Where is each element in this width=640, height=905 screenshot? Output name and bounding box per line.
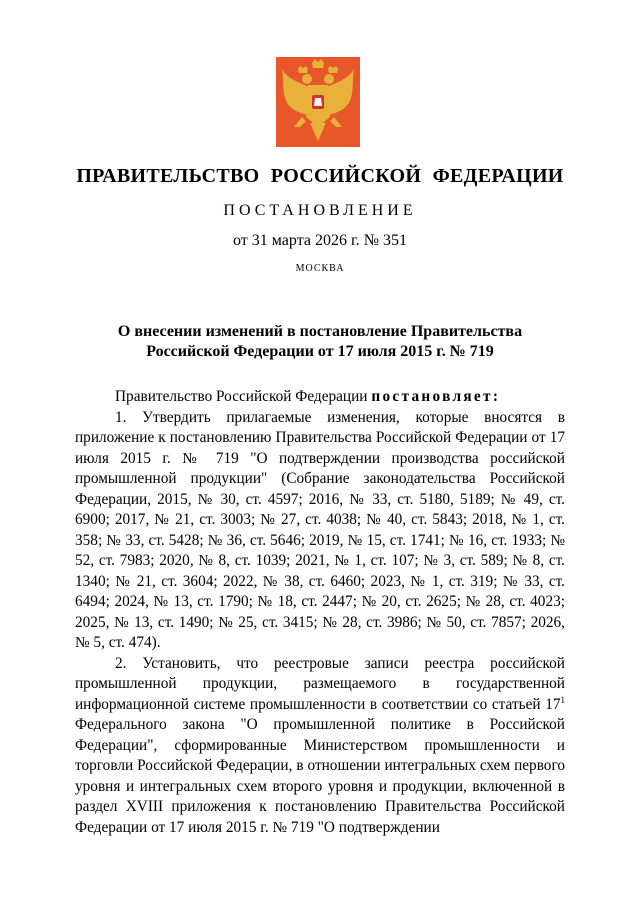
paragraph-2 (75, 654, 565, 839)
intro-text: Правительство Российской Федерации (115, 388, 372, 405)
document-city: МОСКВА (295, 263, 345, 274)
document-body (75, 387, 565, 838)
coat-of-arms-emblem (276, 57, 360, 147)
russian-coat-of-arms-icon (276, 57, 360, 147)
government-title: ПРАВИТЕЛЬСТВО РОССИЙСКОЙ ФЕДЕРАЦИИ (76, 165, 564, 187)
intro-keyword: постановляет: (371, 388, 501, 405)
document-subject (0, 322, 640, 362)
paragraph-2-part-1: 2. Установить, что реестровые записи реестра российской промышленной продукции, размещаемого в государственной информационной системе промышленности в соответствии со статьей 17 (75, 654, 565, 713)
subject-line-1: О внесении изменений в постановление Правительства (117, 323, 523, 340)
paragraph-2-part-2: Федерального закона "О промышленной политике в Российской Федерации", сформированные Министерством промышленности и торговли Российской Федерации, в отношении интегральных схем первого уровня и интегральных схем второго уровня и продукции, включенной в раздел XVIII приложения к постановлению Правительства Российской Федерации от 17 июля 2015 г. № 719 "О подтверждении (75, 716, 565, 836)
paragraph-1: 1. Утвердить прилагаемые изменения, которые вносятся в приложение к постановлению Правительства Российской Федерации от 17 июля 2015 г. № 719 "О подтверждении производства российской промышленной продукции" (Собрание законодательства Российской Федерации, 2015, № 30, ст. 4597; 2016, № 33, ст. 5180, 5189; № 49, ст. 6900; 2017, № 21, ст. 3003; № 27, ст. 4038; № 40, ст. 5843; 2018, № 1, ст. 358; № 33, ст. 5428; № 36, ст. 5646; 2019, № 15, ст. 1741; № 16, ст. 1933; № 52, ст. 7983; 2020, № 8, ст. 1039; 2021, № 1, ст. 107; № 3, ст. 589; № 8, ст. 1340; № 21, ст. 3604; 2022, № 38, ст. 6460; 2023, № 1, ст. 319; № 33, ст. 6494; 2024, № 13, ст. 1790; № 18, ст. 2447; № 20, ст. 2625; № 28, ст. 4023; 2025, № 13, ст. 1490; № 25, ст. 3415; № 28, ст. 3986; № 50, ст. 7857; 2026, № 5, ст. 474). (75, 408, 565, 651)
document-date-number: от 31 марта 2026 г. № 351 (233, 232, 407, 249)
article-superscript: 1 (560, 694, 565, 705)
document-type: ПОСТАНОВЛЕНИЕ (223, 202, 417, 219)
intro-paragraph (75, 387, 565, 408)
subject-line-2: Российской Федерации от 17 июля 2015 г. № 719 (146, 343, 494, 360)
